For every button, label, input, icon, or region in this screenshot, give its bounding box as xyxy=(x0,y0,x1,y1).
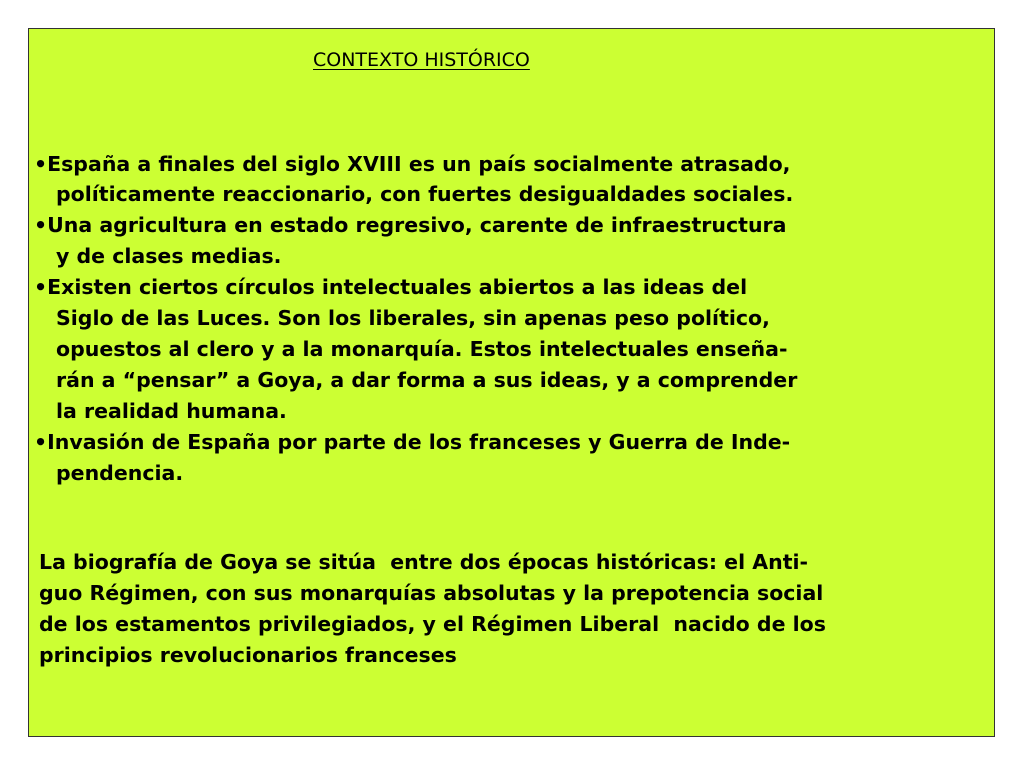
bullet-3-line-1: •Existen ciertos círculos intelectuales abiertos a las ideas del xyxy=(34,275,748,299)
bullet-4-line-2: pendencia. xyxy=(56,461,184,485)
bullet-3-line-3: opuestos al clero y a la monarquía. Estos intelectuales enseña- xyxy=(56,337,788,361)
content-panel xyxy=(28,28,995,737)
bullet-3-line-5: la realidad humana. xyxy=(56,399,287,423)
paragraph-line-4: principios revolucionarios franceses xyxy=(39,643,457,667)
bullet-3-line-4: rán a “pensar” a Goya, a dar forma a sus ideas, y a comprender xyxy=(56,368,798,392)
paragraph-line-1: La biografía de Goya se sitúa entre dos épocas históricas: el Anti- xyxy=(39,550,809,574)
bullet-3-line-2: Siglo de las Luces. Son los liberales, sin apenas peso político, xyxy=(56,306,770,330)
paragraph-line-2: guo Régimen, con sus monarquías absolutas y la prepotencia social xyxy=(39,581,824,605)
paragraph-line-3: de los estamentos privilegiados, y el Régimen Liberal nacido de los xyxy=(39,612,826,636)
bullet-1-line-2: políticamente reaccionario, con fuertes desigualdades sociales. xyxy=(56,182,794,206)
bullet-1-line-1: •España a finales del siglo XVIII es un país socialmente atrasado, xyxy=(34,152,791,176)
bullet-2-line-2: y de clases medias. xyxy=(56,244,282,268)
bullet-4-line-1: •Invasión de España por parte de los franceses y Guerra de Inde- xyxy=(34,430,791,454)
slide-title: CONTEXTO HISTÓRICO xyxy=(313,49,530,71)
bullet-2-line-1: •Una agricultura en estado regresivo, carente de infraestructura xyxy=(34,213,787,237)
